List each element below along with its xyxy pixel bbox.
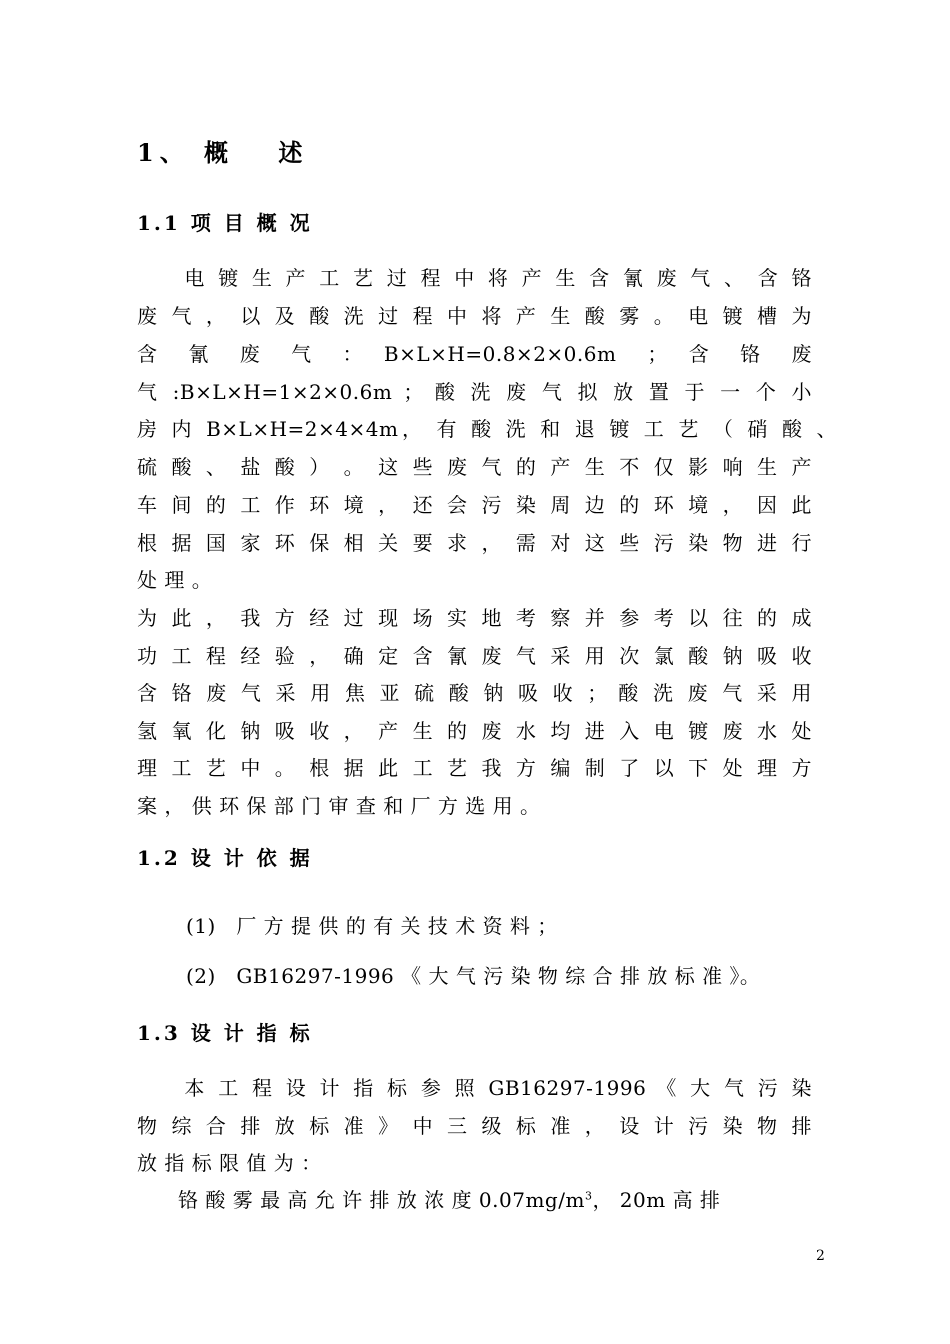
paragraph-line: 含 氰 废 气 ： B×L×H=0.8×2×0.6m ； 含 铬 废 xyxy=(137,342,812,366)
paragraph-line: 处 理 。 xyxy=(137,568,213,592)
list-item: (1) 厂 方 提 供 的 有 关 技 术 资 料 ； xyxy=(186,914,558,938)
paragraph-line: 房 内 B×L×H=2×4×4m， 有 酸 洗 和 退 镀 工 艺 （ 硝 酸 、 xyxy=(137,417,837,441)
paragraph-line: 放 指 标 限 值 为 ： xyxy=(137,1151,322,1175)
paragraph-line: 理 工 艺 中 。 根 据 此 工 艺 我 方 编 制 了 以 下 处 理 方 xyxy=(137,756,812,780)
paragraph-line: 车 间 的 工 作 环 境 ， 还 会 污 染 周 边 的 环 境 ， 因 此 xyxy=(137,493,812,517)
section-heading-1-2: 1.2 设 计 依 据 xyxy=(137,846,313,870)
paragraph-line: 气 :B×L×H=1×2×0.6m ； 酸 洗 废 气 拟 放 置 于 一 个 小 xyxy=(137,380,812,404)
paragraph-line: 本 工 程 设 计 指 标 参 照 GB16297-1996 《 大 气 污 染 xyxy=(137,1076,812,1100)
paragraph-line: 废 气 ， 以 及 酸 洗 过 程 中 将 产 生 酸 雾 。 电 镀 槽 为 xyxy=(137,304,812,328)
paragraph-line: 电 镀 生 产 工 艺 过 程 中 将 产 生 含 氰 废 气 、 含 铬 xyxy=(137,266,812,290)
paragraph-line: 功 工 程 经 验 ， 确 定 含 氰 废 气 采 用 次 氯 酸 钠 吸 收 xyxy=(137,644,812,668)
line-tail: ， 20m 高 排 xyxy=(592,1188,721,1212)
paragraph-line: 案 ， 供 环 保 部 门 审 查 和 厂 方 选 用 。 xyxy=(137,794,541,818)
chapter-heading: 1、 概 述 xyxy=(137,138,309,167)
line-text: 铬 酸 雾 最 高 允 许 排 放 浓 度 0.07mg/m xyxy=(137,1188,585,1212)
paragraph-line: 硫 酸 、 盐 酸 ） 。 这 些 废 气 的 产 生 不 仅 影 响 生 产 xyxy=(137,455,812,479)
paragraph-line: 含 铬 废 气 采 用 焦 亚 硫 酸 钠 吸 收 ； 酸 洗 废 气 采 用 xyxy=(137,681,812,705)
section-heading-1-3: 1.3 设 计 指 标 xyxy=(137,1021,313,1045)
paragraph-line: 物 综 合 排 放 标 准 》 中 三 级 标 准 ， 设 计 污 染 物 排 xyxy=(137,1114,812,1138)
section-heading-1-1: 1.1 项 目 概 况 xyxy=(137,211,313,235)
paragraph-line: 氢 氧 化 钠 吸 收 ， 产 生 的 废 水 均 进 入 电 镀 废 水 处 xyxy=(137,719,812,743)
paragraph-line: 根 据 国 家 环 保 相 关 要 求 ， 需 对 这 些 污 染 物 进 行 xyxy=(137,531,812,555)
paragraph-line-last xyxy=(137,1184,812,1213)
page-number: 2 xyxy=(816,1248,825,1264)
superscript: 3 xyxy=(584,1189,593,1203)
list-item: (2) GB16297-1996 《 大 气 污 染 物 综 合 排 放 标 准 》。 xyxy=(186,964,761,988)
paragraph-line: 为 此 ， 我 方 经 过 现 场 实 地 考 察 并 参 考 以 往 的 成 xyxy=(137,606,812,630)
